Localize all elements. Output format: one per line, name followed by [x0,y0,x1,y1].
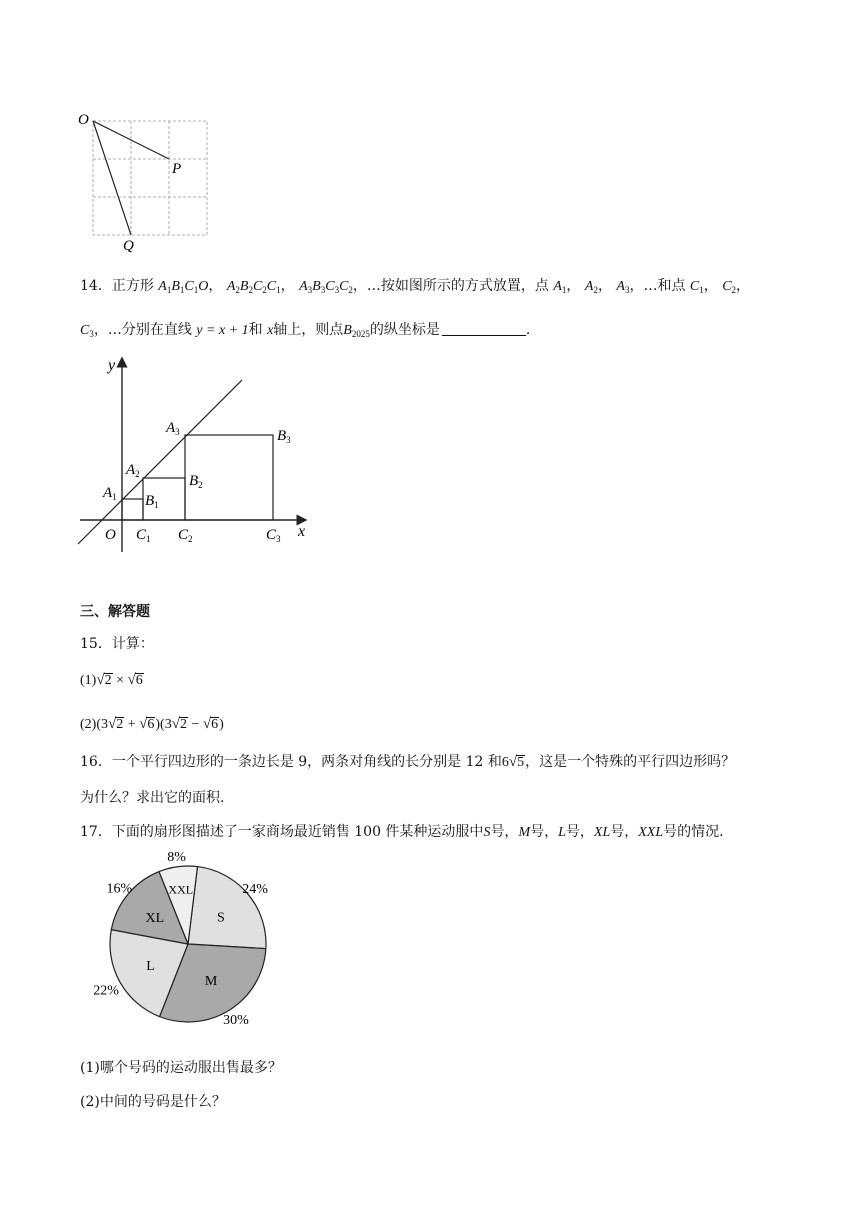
q15-text: 计算： [111,636,154,652]
pie-label-s: S [217,910,225,926]
q14-line2-c: 轴上，则点 [273,322,344,338]
q15-stem [80,634,154,654]
fig13-grid [93,121,207,235]
pie-slice-s [188,867,266,949]
square3: $A_3B_3C_3C_2$ [299,279,353,295]
q15-number: 15． [80,636,112,652]
pie-chart [70,848,320,1048]
pie-value-s: 24% [242,882,268,898]
point-a1: $A_1$ [553,279,567,295]
point-c1: $C_1$ [689,279,704,295]
label-x: x [298,523,306,540]
target-letter: B [343,323,352,338]
q16-text-end: ，这是一个特殊的平行四边形吗？ [525,754,736,770]
q17-pre: 17．下面的扇形图描述了一家商场最近销售 100 件某种运动服中 [80,824,484,840]
q17-end: 号的情况. [663,824,724,840]
q17-stem: 17．下面的扇形图描述了一家商场最近销售 100 件某种运动服中S号，M号，L号，XL号，XXL号的情况. [80,824,724,840]
target-point [343,323,370,338]
size-xxl: XXL [638,825,664,840]
label-o: O [78,112,89,128]
q16-line2: 为什么？求出它的面积. [80,790,225,806]
size-s: S [483,825,491,840]
section-title: 三、解答题 [80,604,150,620]
label-b2: $B_2$ [189,473,203,490]
label-b1: $B_1$ [145,493,159,510]
square1: $A_1B_1C_1O$ [158,279,209,295]
pie-value-xxl: 8% [167,849,186,865]
answer-blank[interactable] [442,321,526,336]
pie-label-xl: XL [145,910,165,926]
pie-value-m: 30% [223,1012,249,1028]
label-c2: $C_2$ [178,527,193,544]
segment-oq [93,121,131,235]
q15-part1: (1)√2 × √6 [80,672,143,688]
point-a2: $A_2$ [584,279,598,295]
point-c2: $C_2$ [722,279,737,295]
fig14-squares-figure [70,352,320,560]
q14-line2-a: ，…分别在直线 [93,322,192,338]
pie-label-m: M [204,974,218,990]
size-xl: XL [593,825,611,840]
q14-line2 [80,320,530,344]
q14-text-b: ， [208,278,223,294]
q14-text-a: 正方形 [111,278,154,294]
pie-label-l: L [146,958,155,974]
pie-value-xl: 16% [106,881,133,897]
q14-text-d: ，…和点 [629,278,686,294]
q17-sub2: (2)中间的号码是什么？ [80,1094,226,1110]
q16-radical: 6√5 [501,754,525,770]
label-c3: $C_3$ [266,527,281,544]
label-b3: $B_3$ [277,428,291,445]
point-a3: $A_3$ [616,279,630,295]
q15-part2: (2)(3√2 + √6)(3√2 − √6) [80,716,224,732]
pie-value-l: 22% [93,983,119,999]
q15-p1-label: (1) [80,673,97,688]
point-c3: $C_3$ [80,323,94,339]
q14-number: 14． [80,278,112,294]
size-m: M [518,825,531,840]
target-sub: 2025 [351,329,370,339]
q14-line2-b: 和 [248,322,263,338]
line-equation: y = x + 1 [196,323,249,338]
label-origin: O [105,527,116,543]
pie-label-xxl: XXL [168,882,194,897]
label-q: Q [123,238,134,254]
q16-text: 16．一个平行四边形的一条边长是 9，两条对角线的长分别是 12 和 [80,754,502,770]
label-a2: $A_2$ [126,462,140,479]
q14-line1: 14．正方形 $A_1B_1C_1O$， $A_2B_2C_2C_1$， $A_3B_3C_3C_2$，…按如图所示的方式放置，点 $A_1$， $A_2$， $A_3$，…和点 $C_1$， $C_2$， [80,278,751,295]
square-3 [185,435,273,520]
label-a3: $A_3$ [166,420,180,437]
q17-sub1: (1)哪个号码的运动服出售最多？ [80,1060,282,1076]
square2: $A_2B_2C_2C_1$ [226,279,281,295]
label-p: P [172,161,182,177]
label-y: y [108,357,116,374]
x-axis-var: x [267,323,274,338]
q14-text-c: ，…按如图所示的方式放置，点 [352,278,549,294]
fig13-grid-figure [74,110,224,255]
label-a1: $A_1$ [103,485,117,502]
square-1 [122,499,143,520]
q15-p2-label: (2) [80,717,97,732]
q16-line1 [80,752,735,773]
q14-line2-d: 的纵坐标是 [369,322,440,338]
label-c1: $C_1$ [136,527,151,544]
size-l: L [558,825,566,840]
q14-end: . [525,322,531,338]
